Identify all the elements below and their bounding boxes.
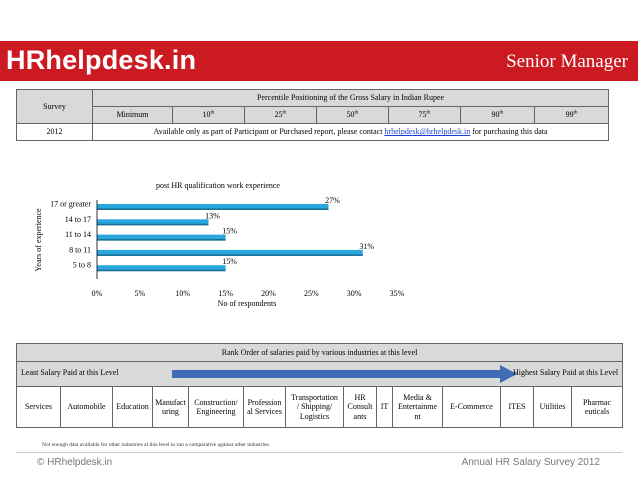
industry-cell: E-Commerce — [443, 387, 501, 428]
bar-value-label: 15% — [222, 257, 237, 267]
industry-cell: ITES — [501, 387, 534, 428]
industry-cell: Transportation / Shipping/ Logistics — [286, 387, 344, 428]
percentile-col: 50th — [317, 107, 389, 124]
footer-survey-title: Annual HR Salary Survey 2012 — [461, 457, 600, 468]
x-tick-label: 35% — [389, 289, 405, 298]
footnote: Not enough data available for other industries at this level to run a comparative against other industries. — [42, 442, 271, 448]
bar-shade — [97, 270, 226, 272]
experience-bar-chart — [0, 178, 638, 308]
brand-title: HRhelpdesk.in — [6, 45, 197, 75]
bar-value-label: 27% — [325, 196, 340, 205]
percentile-col: 75th — [389, 107, 461, 124]
industry-cell: Pharmac euticals — [572, 387, 623, 428]
percentile-table — [16, 89, 609, 141]
right-arrow-icon — [172, 365, 517, 383]
industry-cell: Education — [113, 387, 153, 428]
percentile-col: Minimum — [93, 107, 173, 124]
y-tick-label: 8 to 11 — [69, 245, 91, 255]
x-tick-label: 10% — [175, 289, 191, 298]
footer-copyright: © HRhelpdesk.in — [37, 457, 113, 468]
y-tick-label: 14 to 17 — [64, 214, 91, 224]
y-axis-label: Years of experience — [34, 208, 43, 272]
percentile-col: 99th — [535, 107, 609, 124]
percentile-heading: Percentile Positioning of the Gross Salary in Indian Rupee — [93, 90, 609, 107]
bar-shade — [97, 208, 328, 210]
industry-cell: IT — [377, 387, 393, 428]
industry-rank-table — [16, 343, 623, 428]
survey-year: 2012 — [17, 124, 93, 141]
industry-cell: Manufact uring — [153, 387, 189, 428]
bar-value-label: 13% — [205, 211, 220, 221]
industry-cell: Utilities — [534, 387, 572, 428]
y-tick-label: 17 or greater — [50, 199, 91, 209]
percentile-col: 25th — [245, 107, 317, 124]
bar-value-label: 31% — [359, 241, 375, 251]
x-axis-label: No of respondents — [217, 299, 277, 308]
bar-shade — [97, 254, 363, 256]
industry-cell: HR Consult ants — [344, 387, 377, 428]
salary-direction-row — [17, 362, 623, 387]
y-tick-label: 11 to 14 — [65, 230, 91, 240]
bar-value-label: 15% — [222, 226, 237, 236]
least-salary-label: Least Salary Paid at this Level — [21, 368, 119, 377]
x-tick-label: 5% — [134, 289, 146, 298]
percentile-col: 10th — [173, 107, 245, 124]
industry-cell: Profession al Services — [244, 387, 286, 428]
industry-cell: Media & Entertainme nt — [393, 387, 443, 428]
x-tick-label: 15% — [218, 289, 233, 298]
rank-title: Rank Order of salaries paid by various industries at this level — [17, 344, 623, 362]
chart-title: post HR qualification work experience — [156, 181, 280, 190]
industry-cell: Services — [17, 387, 61, 428]
y-tick-label: 5 to 8 — [72, 260, 91, 270]
bar-shade — [97, 239, 226, 241]
x-tick-label: 30% — [346, 289, 362, 298]
bar-shade — [97, 224, 208, 226]
role-subtitle: Senior Manager — [506, 51, 628, 72]
industry-cell: Construction/ Engineering — [189, 387, 244, 428]
contact-email-link[interactable]: hrhelpdesk@hrhelpdesk.in — [384, 127, 471, 137]
x-tick-label: 20% — [261, 289, 276, 298]
availability-note: Available only as part of Participant or Purchased report, please contact hrhelpdesk@hrhelpdesk.in for purchasing this data — [93, 124, 609, 141]
footer-divider — [16, 452, 622, 453]
x-tick-label: 25% — [303, 289, 319, 298]
highest-salary-label: Highest Salary Paid at this Level — [512, 368, 619, 377]
survey-header: Survey — [17, 90, 93, 124]
x-tick-label: 0% — [91, 289, 103, 298]
percentile-col: 90th — [461, 107, 535, 124]
industry-cell: Automobile — [61, 387, 113, 428]
